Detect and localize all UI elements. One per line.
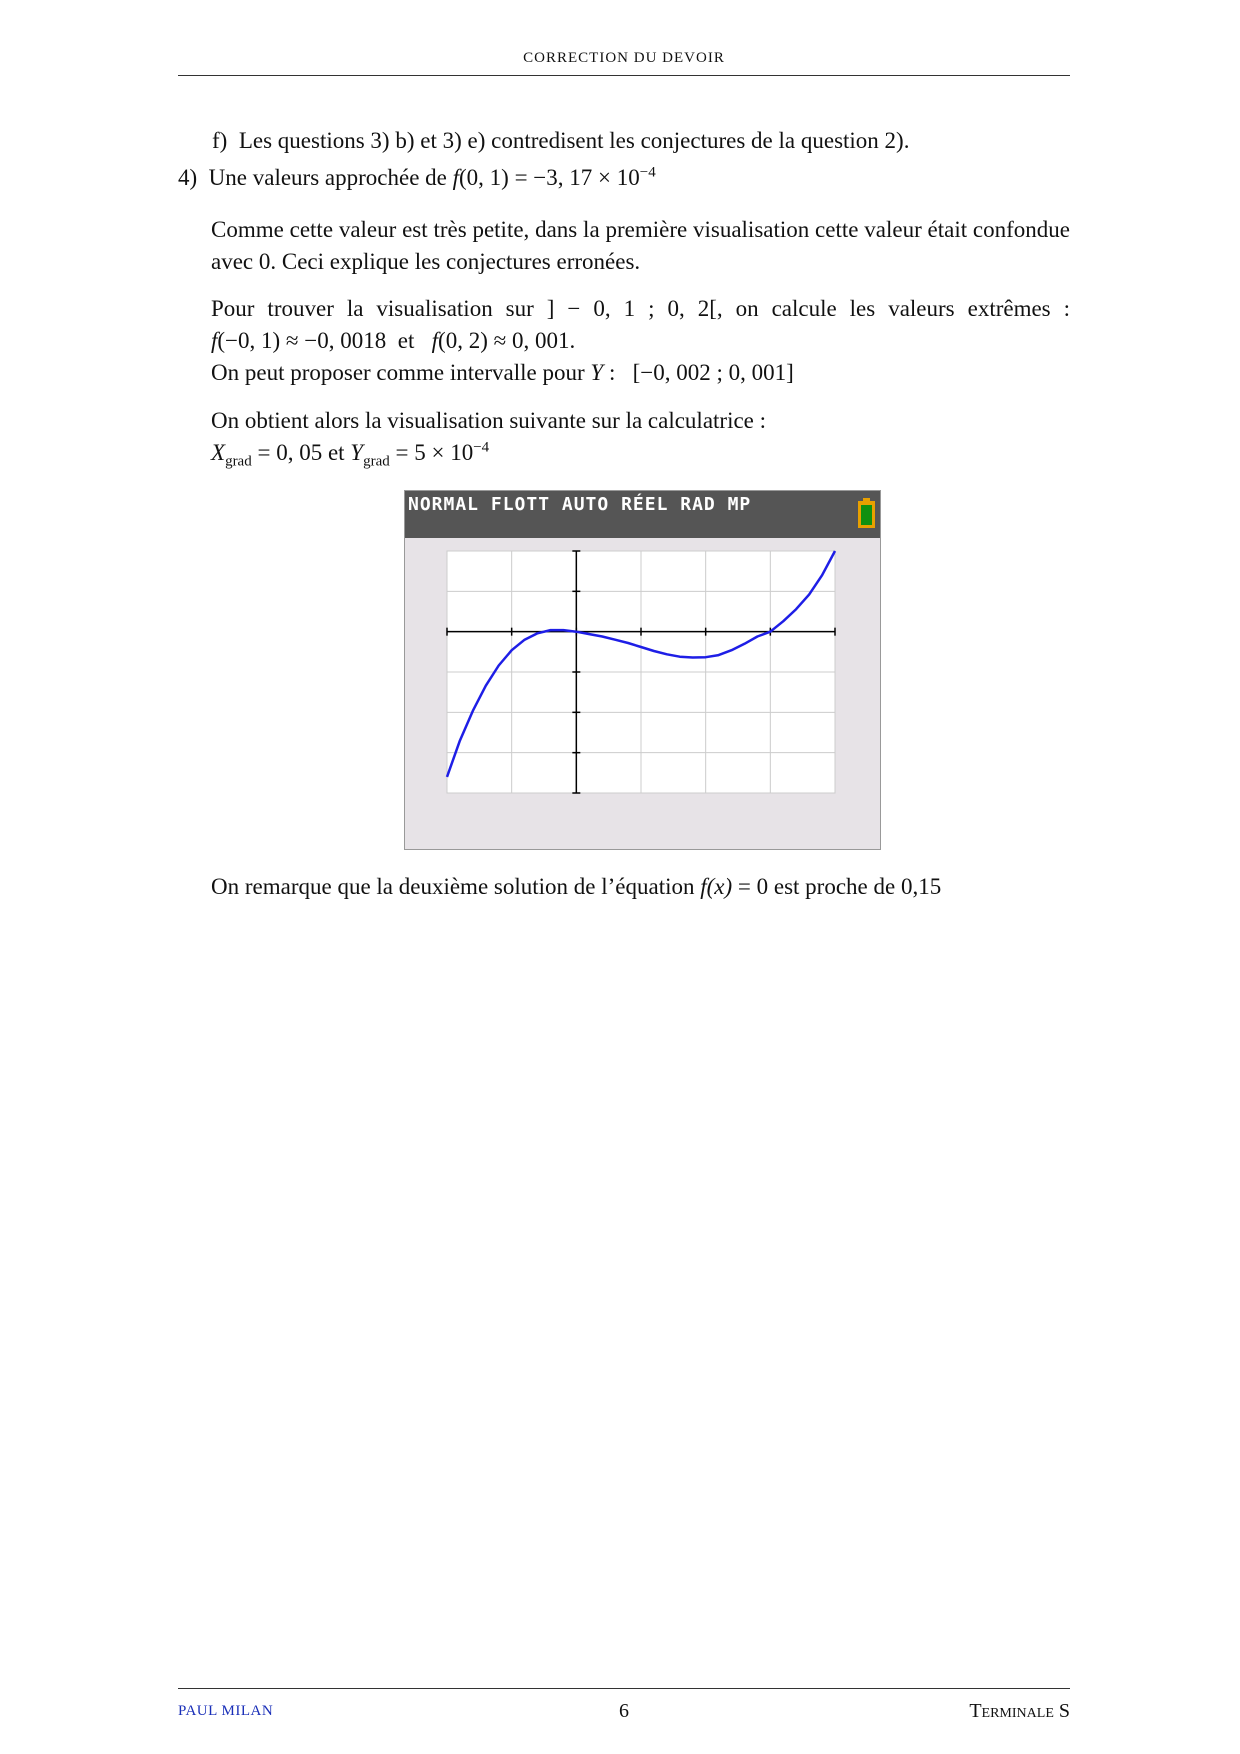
item-f-label: f) — [212, 128, 228, 153]
interval-var: Y — [590, 360, 604, 385]
item-4-intro: Une valeurs approchée de — [208, 165, 453, 190]
para-small-value: Comme cette valeur est très petite, dans la première visualisation cette valeur était confondue avec 0. Ceci explique les conjectures erronées. — [211, 217, 1070, 274]
x-grad-value: = 0, 05 et — [251, 440, 351, 465]
y-grad-value: = 5 × 10 — [389, 440, 474, 465]
remark-f: f — [700, 874, 707, 899]
x-grad-var: X — [211, 440, 226, 465]
para-calc-line1: On obtient alors la visualisation suivante sur la calculatrice : — [211, 408, 767, 433]
item-f-text: Les questions 3) b) et 3) e) contredisent les conjectures de la question 2). — [238, 128, 910, 153]
remark-x: (x) — [706, 874, 733, 899]
item-4-f: f — [452, 165, 459, 190]
para-calc-line2 — [211, 437, 1070, 469]
and-word: et — [397, 328, 415, 353]
interval-text: On peut proposer comme intervalle pour — [211, 360, 591, 385]
para-calc — [211, 405, 1070, 469]
para-window-line2 — [211, 325, 1070, 357]
header-rule — [178, 75, 1070, 76]
footer-author: PAUL MILAN — [178, 1703, 274, 1719]
calculator-graph — [405, 538, 880, 849]
footer-page-number: 6 — [619, 1700, 629, 1722]
f2: f — [431, 328, 439, 353]
f1: f — [211, 328, 218, 353]
remark-rest: = 0 est proche de 0,15 — [732, 874, 942, 899]
v1: (−0, 1) ≈ −0, 0018 — [217, 328, 387, 353]
calculator-status-text: NORMAL FLOTT AUTO RÉEL RAD MP — [408, 494, 752, 515]
para-window-line3 — [211, 357, 1070, 389]
running-header: CORRECTION DU DEVOIR — [523, 50, 725, 66]
y-grad-exp: −4 — [473, 439, 490, 456]
battery-icon — [857, 498, 876, 529]
item-4 — [178, 162, 656, 194]
interval-value: : [−0, 002 ; 0, 001] — [603, 360, 794, 385]
v2: (0, 2) ≈ 0, 001. — [438, 328, 576, 353]
footer-rule — [178, 1688, 1070, 1689]
y-grad-var: Y — [350, 440, 364, 465]
item-f — [212, 125, 909, 157]
x-grad-sub: grad — [225, 453, 252, 470]
item-4-arg: (0, 1) = −3, 17 × 10 — [459, 165, 640, 190]
remark-text: On remarque que la deuxième solution de l’équation — [211, 874, 701, 899]
y-grad-sub: grad — [363, 453, 390, 470]
para-remark — [211, 871, 1070, 903]
item-4-label: 4) — [178, 165, 198, 190]
item-4-exp: −4 — [639, 164, 656, 181]
para-window — [211, 293, 1070, 389]
calculator-screen — [404, 490, 881, 850]
para-window-line1: Pour trouver la visualisation sur ] − 0, 1 ; 0, 2[, on calcule les valeurs extrêmes : — [211, 296, 1070, 321]
calculator-status-bar — [405, 491, 880, 538]
footer-class: Terminale S — [969, 1700, 1070, 1722]
